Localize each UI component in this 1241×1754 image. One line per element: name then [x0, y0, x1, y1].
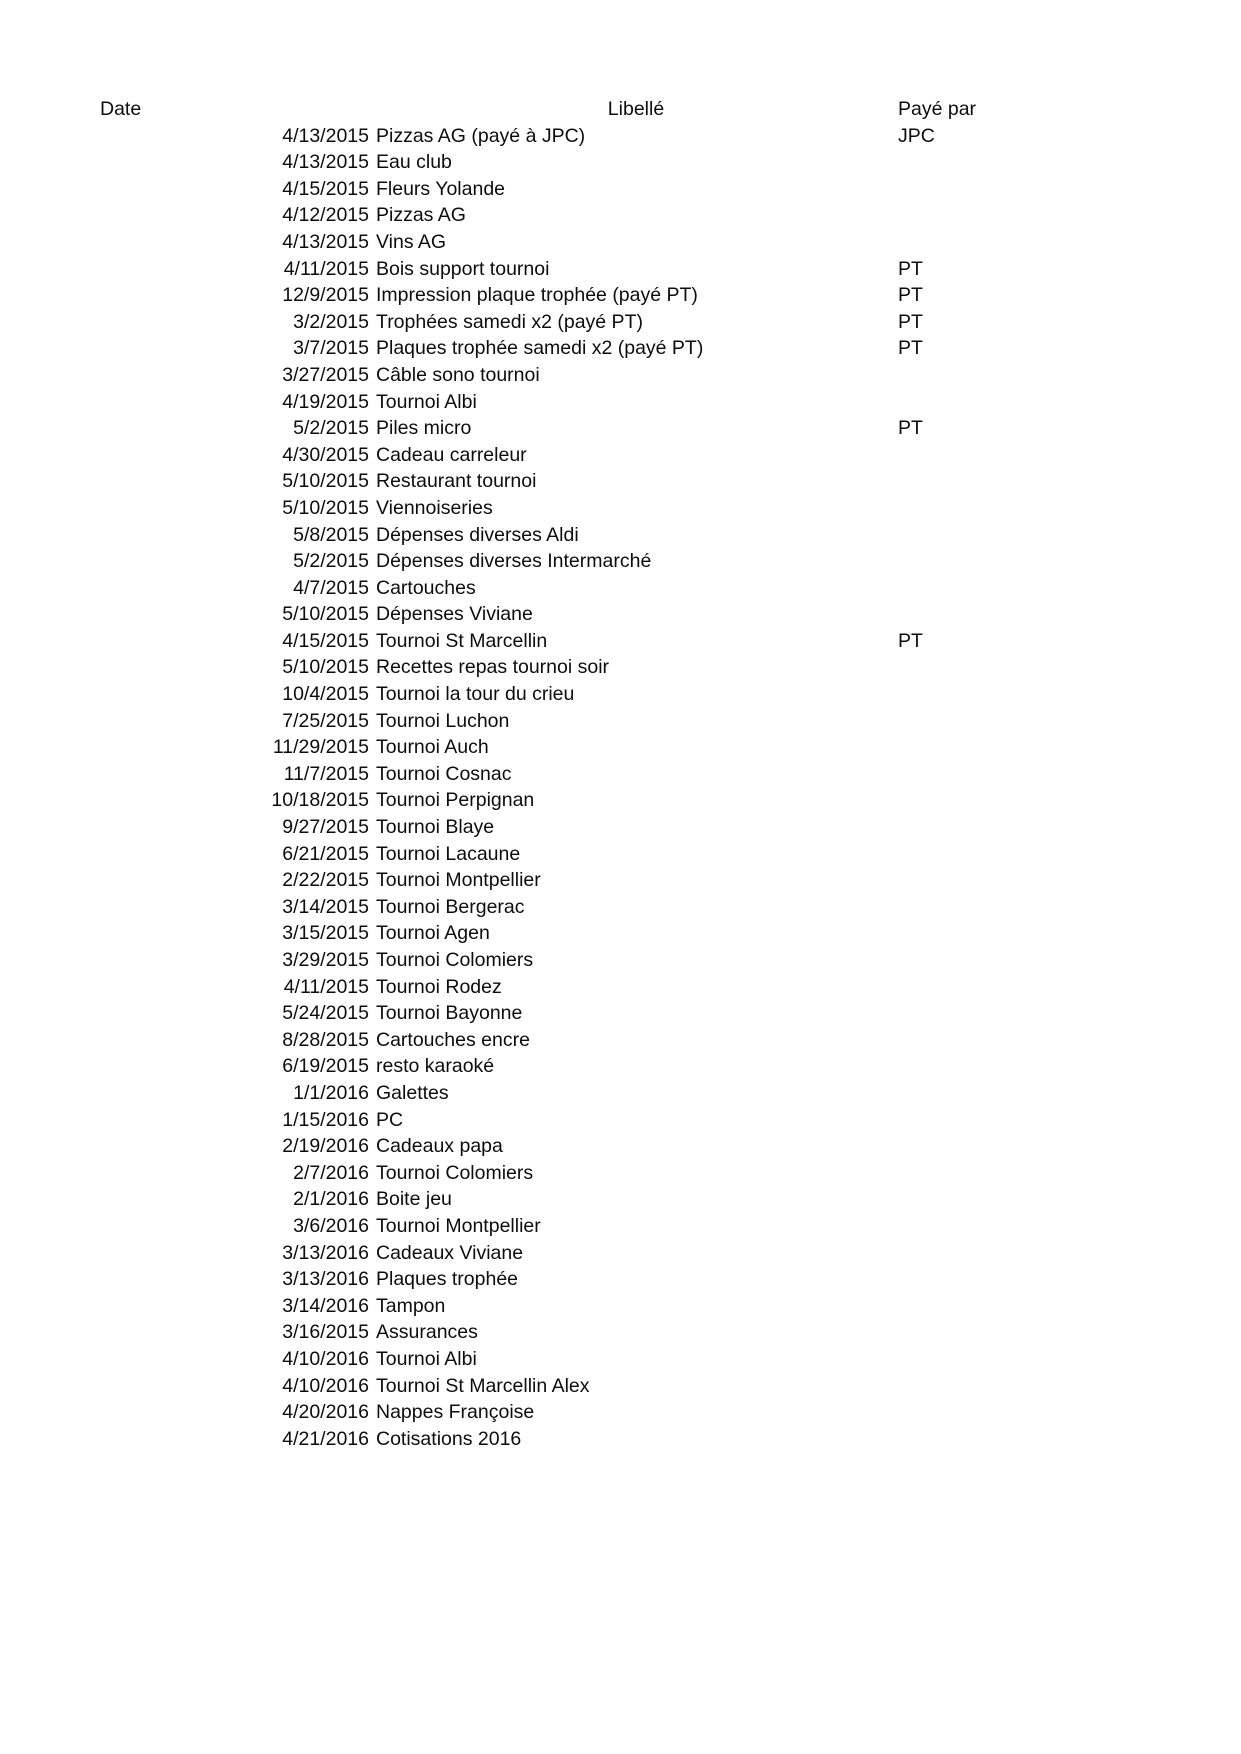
table-body: [96, 123, 1131, 1453]
cell-libelle: Tournoi Auch: [376, 736, 489, 759]
cell-paye-par: JPC: [898, 124, 935, 147]
cell-paye-par: PT: [898, 257, 923, 280]
cell-date: 1/15/2016: [282, 1108, 369, 1131]
cell-libelle: Cotisations 2016: [376, 1427, 522, 1450]
cell-date: 4/21/2016: [282, 1427, 369, 1450]
table-header: [96, 96, 1131, 123]
cell-paye-par: PT: [898, 629, 923, 652]
cell-libelle: Tournoi St Marcellin: [376, 629, 548, 652]
table-row: [96, 1053, 1131, 1080]
cell-paye-par: [896, 947, 1131, 974]
cell-date: 1/1/2016: [293, 1081, 369, 1104]
table-row: [96, 176, 1131, 203]
table-row: [96, 628, 1131, 655]
table-row: [96, 309, 1131, 336]
cell-libelle: Dépenses diverses Aldi: [376, 523, 579, 546]
table-row: [96, 920, 1131, 947]
cell-libelle: Impression plaque trophée (payé PT): [376, 284, 698, 307]
table-row: [96, 1133, 1131, 1160]
cell-paye-par: PT: [898, 284, 923, 307]
cell-paye-par: [896, 1266, 1131, 1293]
table-row: [96, 548, 1131, 575]
cell-paye-par: [896, 1133, 1131, 1160]
cell-libelle: Plaques trophée samedi x2 (payé PT): [376, 337, 704, 360]
table-row: [96, 202, 1131, 229]
table-row: [96, 1213, 1131, 1240]
cell-date: 3/15/2015: [282, 922, 369, 945]
cell-date: 3/27/2015: [282, 363, 369, 386]
cell-date: 3/13/2016: [282, 1241, 369, 1264]
cell-libelle: Cadeau carreleur: [376, 443, 527, 466]
cell-paye-par: [896, 362, 1131, 389]
cell-date: 5/2/2015: [293, 417, 369, 440]
cell-paye-par: PT: [898, 417, 923, 440]
cell-date: 5/24/2015: [282, 1002, 369, 1025]
cell-libelle: Pizzas AG (payé à JPC): [376, 124, 586, 147]
cell-date: 2/22/2015: [282, 869, 369, 892]
cell-libelle: Tournoi Luchon: [376, 709, 510, 732]
cell-date: 4/13/2015: [282, 151, 369, 174]
cell-libelle: Restaurant tournoi: [376, 470, 537, 493]
cell-paye-par: [896, 787, 1131, 814]
cell-paye-par: [896, 1080, 1131, 1107]
cell-date: 2/1/2016: [293, 1188, 369, 1211]
cell-paye-par: [896, 814, 1131, 841]
table-row: [96, 867, 1131, 894]
cell-libelle: Tournoi Blaye: [376, 816, 495, 839]
cell-date: 3/16/2015: [282, 1321, 369, 1344]
table-row: [96, 1319, 1131, 1346]
cell-libelle: Tournoi Albi: [376, 1347, 477, 1370]
table-row: [96, 1293, 1131, 1320]
cell-libelle: Tournoi Agen: [376, 922, 490, 945]
cell-libelle: resto karaoké: [376, 1055, 495, 1078]
table-row: [96, 123, 1131, 150]
cell-libelle: Boite jeu: [376, 1188, 452, 1211]
cell-paye-par: [896, 601, 1131, 628]
table-row: [96, 761, 1131, 788]
cell-paye-par: PT: [898, 310, 923, 333]
table-row: [96, 389, 1131, 416]
cell-libelle: Eau club: [376, 151, 452, 174]
cell-paye-par: [896, 468, 1131, 495]
cell-date: 4/13/2015: [282, 230, 369, 253]
cell-paye-par: [896, 761, 1131, 788]
cell-date: 4/11/2015: [283, 975, 369, 998]
cell-date: 4/10/2016: [282, 1374, 369, 1397]
table-row: [96, 681, 1131, 708]
cell-libelle: Nappes Françoise: [376, 1401, 535, 1424]
cell-paye-par: [896, 202, 1131, 229]
table-row: [96, 282, 1131, 309]
cell-paye-par: [896, 389, 1131, 416]
cell-paye-par: [896, 1027, 1131, 1054]
cell-libelle: Tournoi Perpignan: [376, 789, 535, 812]
cell-paye-par: [896, 548, 1131, 575]
cell-libelle: Pizzas AG: [376, 204, 466, 227]
cell-date: 4/7/2015: [293, 576, 369, 599]
cell-date: 12/9/2015: [282, 284, 369, 307]
cell-paye-par: [896, 1319, 1131, 1346]
cell-paye-par: [896, 149, 1131, 176]
cell-libelle: Tournoi Bergerac: [376, 895, 525, 918]
cell-paye-par: [896, 1240, 1131, 1267]
cell-paye-par: [896, 176, 1131, 203]
cell-paye-par: [896, 1399, 1131, 1426]
cell-libelle: Tournoi Colomiers: [376, 1161, 534, 1184]
table-row: [96, 415, 1131, 442]
table-row: [96, 1240, 1131, 1267]
cell-date: 4/13/2015: [282, 124, 369, 147]
cell-paye-par: [896, 1293, 1131, 1320]
cell-date: 4/15/2015: [282, 629, 369, 652]
cell-date: 6/21/2015: [282, 842, 369, 865]
cell-libelle: Tournoi Bayonne: [376, 1002, 523, 1025]
cell-libelle: Galettes: [376, 1081, 449, 1104]
cell-paye-par: [896, 1213, 1131, 1240]
cell-libelle: Tournoi Rodez: [376, 975, 502, 998]
cell-date: 3/14/2015: [282, 895, 369, 918]
table-row: [96, 1426, 1131, 1453]
cell-libelle: Cadeaux Viviane: [376, 1241, 524, 1264]
cell-date: 10/18/2015: [271, 789, 369, 812]
cell-date: 4/10/2016: [282, 1347, 369, 1370]
cell-paye-par: [896, 708, 1131, 735]
cell-paye-par: [896, 654, 1131, 681]
table-row: [96, 708, 1131, 735]
table-row: [96, 974, 1131, 1001]
cell-libelle: Tournoi Montpellier: [376, 1214, 541, 1237]
cell-date: 5/10/2015: [282, 656, 369, 679]
table-row: [96, 1080, 1131, 1107]
cell-paye-par: [896, 229, 1131, 256]
cell-libelle: Recettes repas tournoi soir: [376, 656, 610, 679]
cell-date: 8/28/2015: [282, 1028, 369, 1051]
cell-libelle: Fleurs Yolande: [376, 177, 506, 200]
cell-date: 5/8/2015: [293, 523, 369, 546]
cell-libelle: Câble sono tournoi: [376, 363, 540, 386]
cell-libelle: Cartouches: [376, 576, 476, 599]
cell-paye-par: [896, 1160, 1131, 1187]
cell-date: 5/10/2015: [282, 496, 369, 519]
table-row: [96, 229, 1131, 256]
cell-date: 2/7/2016: [293, 1161, 369, 1184]
cell-libelle: Dépenses Viviane: [376, 603, 533, 626]
table-header-row: [96, 96, 1131, 123]
cell-date: 10/4/2015: [282, 683, 369, 706]
table-row: [96, 442, 1131, 469]
cell-paye-par: [896, 734, 1131, 761]
cell-paye-par: [896, 1346, 1131, 1373]
cell-paye-par: [896, 522, 1131, 549]
cell-libelle: Tampon: [376, 1294, 446, 1317]
table-row: [96, 1160, 1131, 1187]
table-row: [96, 947, 1131, 974]
cell-date: 4/20/2016: [282, 1401, 369, 1424]
table-row: [96, 149, 1131, 176]
table-row: [96, 1399, 1131, 1426]
table-row: [96, 814, 1131, 841]
cell-libelle: Tournoi St Marcellin Alex: [376, 1374, 590, 1397]
cell-libelle: Viennoiseries: [376, 496, 493, 519]
cell-libelle: Trophées samedi x2 (payé PT): [376, 310, 643, 333]
cell-paye-par: [896, 974, 1131, 1001]
table-row: [96, 601, 1131, 628]
cell-date: 4/11/2015: [283, 257, 369, 280]
table-row: [96, 1107, 1131, 1134]
cell-date: 5/2/2015: [293, 550, 369, 573]
cell-date: 7/25/2015: [282, 709, 369, 732]
table-row: [96, 575, 1131, 602]
column-header-date: Date: [100, 98, 142, 120]
cell-date: 4/30/2015: [282, 443, 369, 466]
cell-paye-par: [896, 495, 1131, 522]
cell-libelle: Tournoi Cosnac: [376, 762, 512, 785]
table-row: [96, 335, 1131, 362]
cell-date: 3/13/2016: [282, 1268, 369, 1291]
cell-paye-par: [896, 1107, 1131, 1134]
cell-date: 3/2/2015: [293, 310, 369, 333]
table-row: [96, 1373, 1131, 1400]
table-row: [96, 894, 1131, 921]
cell-date: 5/10/2015: [282, 470, 369, 493]
cell-paye-par: [896, 1186, 1131, 1213]
table-row: [96, 841, 1131, 868]
cell-libelle: Cartouches encre: [376, 1028, 530, 1051]
cell-libelle: Tournoi Montpellier: [376, 869, 541, 892]
cell-libelle: Assurances: [376, 1321, 478, 1344]
cell-date: 4/15/2015: [282, 177, 369, 200]
cell-libelle: PC: [376, 1108, 404, 1131]
cell-date: 4/12/2015: [282, 204, 369, 227]
cell-paye-par: PT: [898, 337, 923, 360]
cell-date: 3/29/2015: [282, 949, 369, 971]
cell-paye-par: [896, 1373, 1131, 1400]
cell-libelle: Tournoi la tour du crieu: [376, 683, 575, 706]
cell-date: 3/7/2015: [293, 337, 369, 360]
table-row: [96, 1000, 1131, 1027]
table-row: [96, 787, 1131, 814]
table-row: [96, 522, 1131, 549]
cell-paye-par: [896, 442, 1131, 469]
cell-libelle: Bois support tournoi: [376, 257, 550, 280]
cell-paye-par: [896, 1053, 1131, 1080]
table-row: [96, 1027, 1131, 1054]
table-row: [96, 1186, 1131, 1213]
cell-date: 11/7/2015: [283, 762, 369, 785]
cell-libelle: Tournoi Colomiers: [376, 949, 534, 971]
cell-date: 5/10/2015: [282, 603, 369, 626]
table-row: [96, 1266, 1131, 1293]
table-row: [96, 654, 1131, 681]
cell-date: 3/14/2016: [282, 1294, 369, 1317]
cell-paye-par: [896, 867, 1131, 894]
cell-paye-par: [896, 920, 1131, 947]
table-row: [96, 495, 1131, 522]
cell-libelle: Tournoi Albi: [376, 390, 477, 413]
table-row: [96, 468, 1131, 495]
cell-libelle: Cadeaux papa: [376, 1135, 503, 1158]
column-header-paye-par: Payé par: [898, 98, 977, 120]
cell-libelle: Tournoi Lacaune: [376, 842, 521, 865]
column-header-libelle: Libellé: [607, 98, 665, 120]
cell-paye-par: [896, 841, 1131, 868]
expenses-table: [96, 96, 1131, 1452]
cell-date: 2/19/2016: [282, 1135, 369, 1158]
table-row: [96, 734, 1131, 761]
table-row: [96, 362, 1131, 389]
cell-date: 6/19/2015: [282, 1055, 369, 1078]
cell-paye-par: [896, 1000, 1131, 1027]
cell-paye-par: [896, 894, 1131, 921]
cell-date: 4/19/2015: [282, 390, 369, 413]
cell-libelle: Piles micro: [376, 417, 472, 440]
cell-libelle: Dépenses diverses Intermarché: [376, 550, 652, 573]
cell-paye-par: [896, 681, 1131, 708]
cell-paye-par: [896, 1426, 1131, 1453]
cell-paye-par: [896, 575, 1131, 602]
cell-date: 3/6/2016: [293, 1214, 369, 1237]
cell-libelle: Plaques trophée: [376, 1268, 519, 1291]
cell-libelle: Vins AG: [376, 230, 447, 253]
cell-date: 9/27/2015: [282, 816, 369, 839]
table-row: [96, 1346, 1131, 1373]
table-row: [96, 256, 1131, 283]
cell-date: 11/29/2015: [272, 736, 369, 759]
